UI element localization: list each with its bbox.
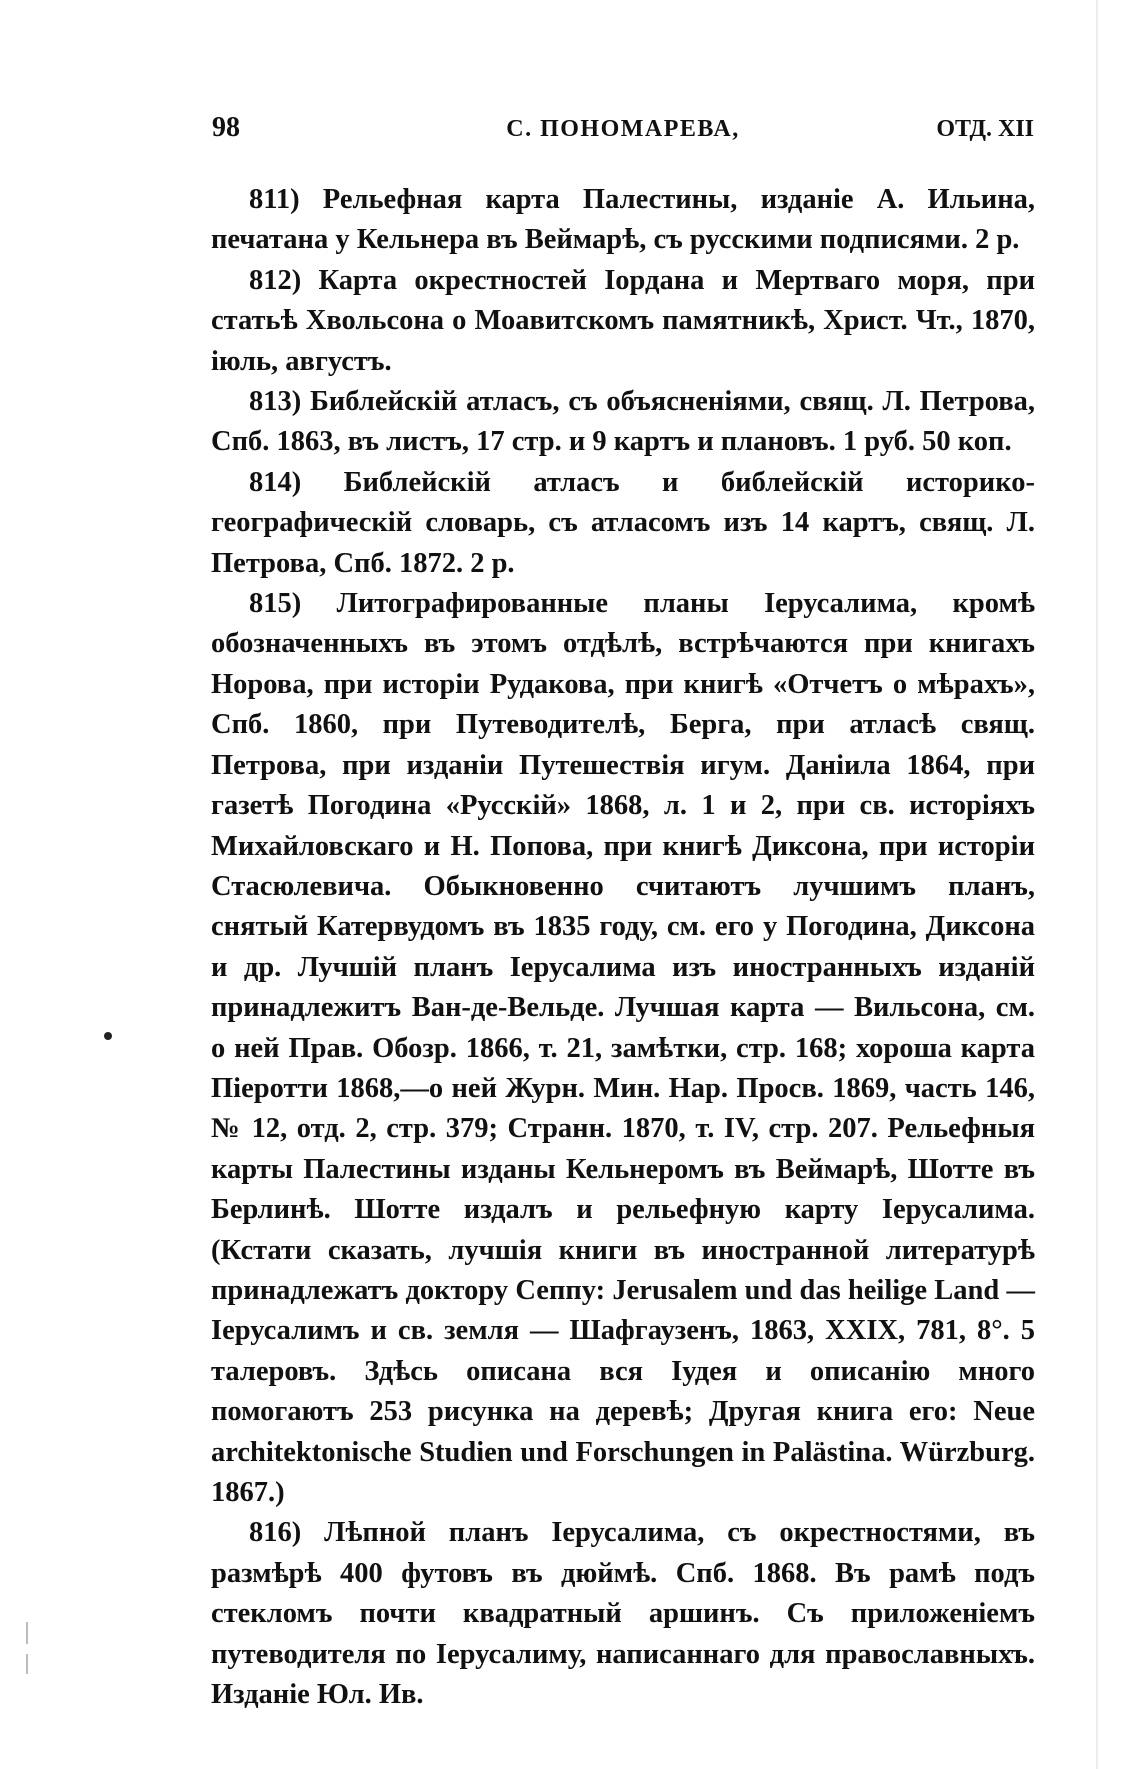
running-head-section: ОТД. XII [936, 116, 1034, 142]
scan-mark [26, 1622, 28, 1644]
running-head [212, 112, 1034, 152]
entry-812: 812) Карта окрестностей Іордана и Мертваго моря, при статьѣ Хвольсона о Моавитскомъ памятникѣ, Христ. Чт., 1870, іюль, августъ. [211, 264, 1035, 377]
entry-813: 813) Библейскій атласъ, съ объясненіями, свящ. Л. Петрова, Спб. 1863, въ листъ, 17 стр. и 9 картъ и плановъ. 1 руб. 50 коп. [211, 386, 1035, 458]
scan-edge-line [1096, 0, 1098, 1769]
entry-814: 814) Библейскій атласъ и библейскій историко-географическій словарь, съ атласомъ изъ 14 картъ, свящ. Л. Петрова, Спб. 1872. 2 р. [211, 466, 1035, 579]
running-head-author: С. ПОНОМАРЕВА, [506, 116, 740, 142]
scan-mark [26, 1654, 28, 1674]
body-text [211, 180, 1035, 1715]
page-number: 98 [212, 112, 240, 143]
entry-816: 816) Лѣпной планъ Іерусалима, съ окрестностями, въ размѣрѣ 400 футовъ въ дюймѣ. Спб. 1868. Въ рамѣ подъ стекломъ почти квадратный аршинъ. Съ приложеніемъ путеводителя по Іерусалиму, написаннаго для православныхъ. Изданіе Юл. Ив. [211, 1517, 1035, 1711]
margin-ink-dot [104, 1032, 112, 1040]
entry-811: 811) Рельефная карта Палестины, изданіе А. Ильина, печатана у Кельнера въ Веймарѣ, съ русскими подписями. 2 р. [211, 184, 1035, 256]
entry-815: 815) Литографированные планы Іерусалима, кромѣ обозначенныхъ въ этомъ отдѣлѣ, встрѣчаются при книгахъ Норова, при исторіи Рудакова, при книгѣ «Отчетъ о мѣрахъ», Спб. 1860, при Путеводителѣ, Берга, при атласѣ свящ. Петрова, при изданіи Путешествія игум. Даніила 1864, при газетѣ Погодина «Русскій» 1868, л. 1 и 2, при св. исторіяхъ Михайловскаго и Н. Попова, при книгѣ Диксона, при исторіи Стасюлевича. Обыкновенно считаютъ лучшимъ планъ, снятый Катервудомъ въ 1835 году, см. его у Погодина, Диксона и др. Лучшій планъ Іерусалима изъ иностранныхъ изданій принадлежитъ Ван-де-Вельде. Лучшая карта — Вильсона, см. о ней Прав. Обозр. 1866, т. 21, замѣтки, стр. 168; хороша карта Піеротти 1868,—о ней Журн. Мин. Нар. Просв. 1869, часть 146, № 12, отд. 2, стр. 379; Странн. 1870, т. IV, стр. 207. Рельефныя карты Палестины изданы Кельнеромъ въ Веймарѣ, Шотте въ Берлинѣ. Шотте издалъ и рельефную карту Іерусалима. (Кстати сказать, лучшія книги въ иностранной литературѣ принадлежатъ доктору Сеппу: Jerusalem und das heilige Land — Іерусалимъ и св. земля — Шафгаузенъ, 1863, XXIX, 781, 8°. 5 талеровъ. Здѣсь описана вся Іудея и описанію много помогаютъ 253 рисунка на деревѣ; Другая книга его: Neue architektonische Studien und Forschungen in Palästina. Würzburg. 1867.) [211, 588, 1035, 1508]
